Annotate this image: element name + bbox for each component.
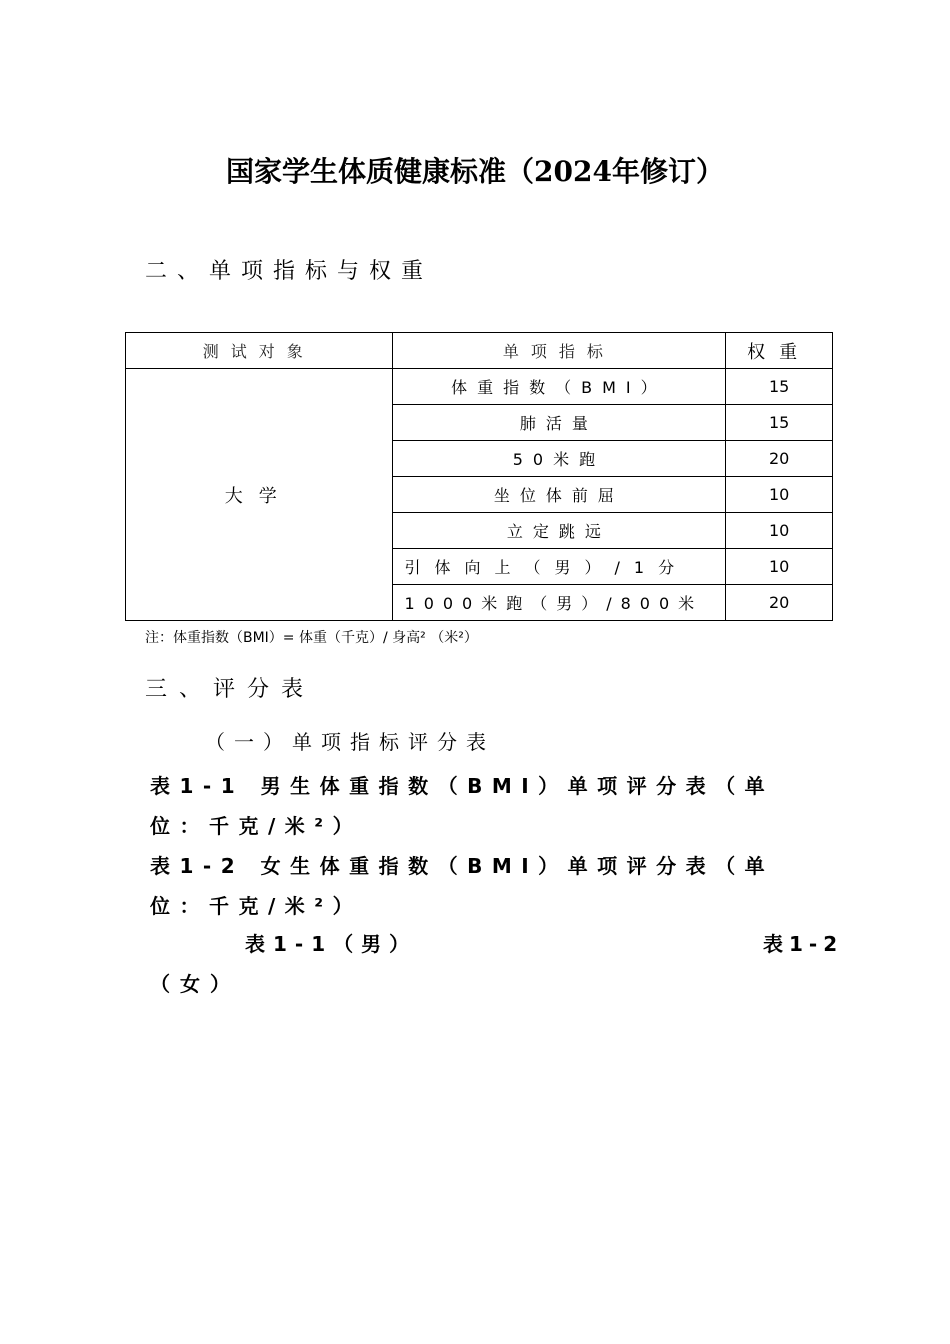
indicator-cell: 立定跳远 — [392, 513, 726, 549]
label-table-male: 表1-1（男） — [245, 932, 418, 956]
table-header-row — [126, 333, 833, 369]
header-indicator: 单项指标 — [392, 333, 726, 369]
label-table-female-suffix: （女） — [150, 972, 240, 996]
weights-table — [125, 332, 833, 621]
section-heading-scoring: 三、评分表 — [145, 677, 316, 702]
caption-table-1-1: 表1-1 男生体重指数（BMI）单项评分表（单位：千克/米²） — [150, 774, 775, 838]
caption-table-1-2: 表1-2 女生体重指数（BMI）单项评分表（单位：千克/米²） — [150, 854, 775, 918]
subsection-heading: （一）单项指标评分表 — [205, 730, 495, 754]
weight-cell: 20 — [726, 585, 833, 621]
weight-cell: 10 — [726, 513, 833, 549]
indicator-cell: 引体向上（男）/1分 — [392, 549, 726, 585]
weight-cell: 10 — [726, 477, 833, 513]
weight-cell: 10 — [726, 549, 833, 585]
document-title: 国家学生体质健康标准（2024年修订） — [226, 155, 724, 188]
indicator-cell: 坐位体前屈 — [392, 477, 726, 513]
weight-cell: 15 — [726, 405, 833, 441]
header-weight: 权重 — [726, 333, 833, 369]
label-table-female-prefix: 表1-2 — [763, 932, 844, 956]
weight-cell: 20 — [726, 441, 833, 477]
weight-cell: 15 — [726, 369, 833, 405]
header-test-subject: 测试对象 — [126, 333, 393, 369]
table-note: 注：体重指数（BMI）= 体重（千克）/ 身高² （米²） — [145, 630, 478, 646]
indicator-cell: 体重指数（BMI） — [392, 369, 726, 405]
subject-cell: 大学 — [126, 369, 393, 621]
indicator-cell: 肺活量 — [392, 405, 726, 441]
section-heading-weights: 二、单项指标与权重 — [145, 259, 434, 284]
indicator-cell: 50米跑 — [392, 441, 726, 477]
indicator-cell: 1000米跑（男）/800米 — [392, 585, 726, 621]
table-row — [126, 369, 833, 405]
